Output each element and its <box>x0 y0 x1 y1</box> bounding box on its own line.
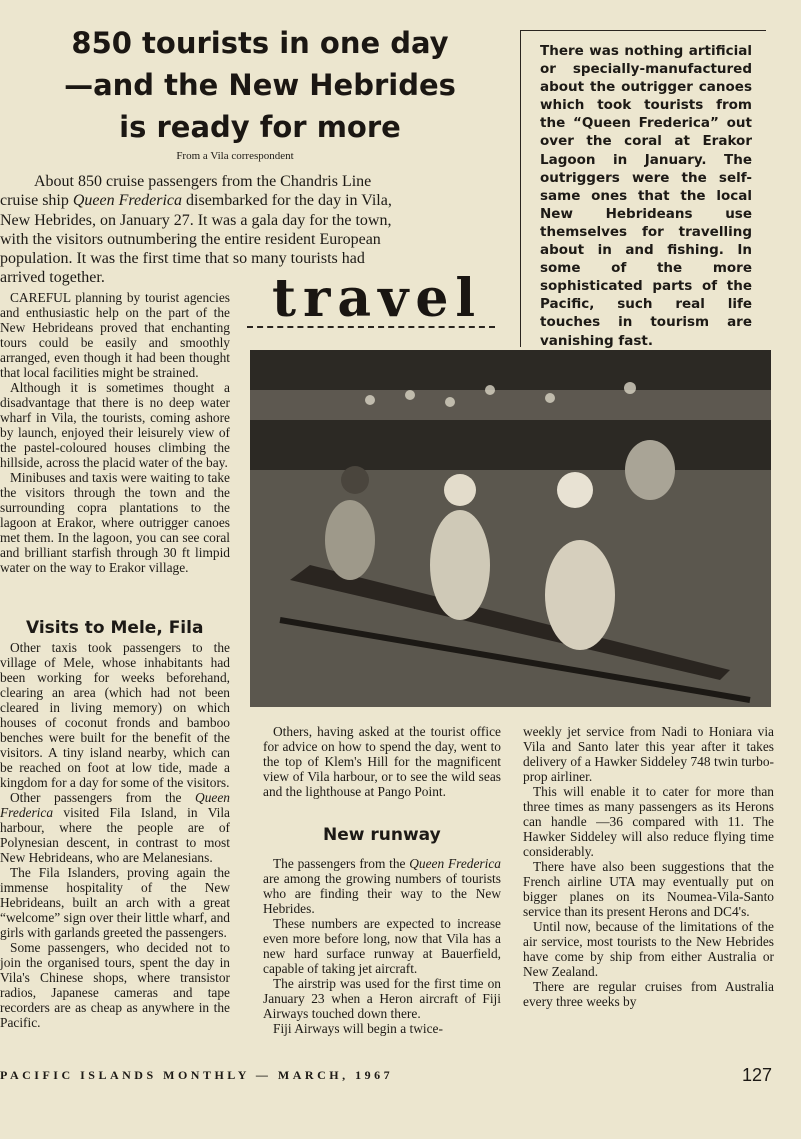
paragraph: There are regular cruises from Australia every three weeks by <box>523 979 774 1009</box>
paragraph: Although it is sometimes thought a disadvantage that there is no deep water wharf in Vila, the tourists, coming ashore by launch, enjoyed their leisurely view of the pastel-coloured houses climbing the hillside, across the placid water of the bay. <box>0 380 230 470</box>
paragraph: Fiji Airways will begin a twice- <box>273 1021 443 1036</box>
section-divider <box>247 326 495 328</box>
paragraph: There have also been suggestions that the French airline UTA may eventually put on bigger planes on its Noumea-Vila-Santo service than its present Herons and DC4's. <box>523 859 774 919</box>
column-2-top <box>263 724 501 799</box>
text: visited Fila Island, in Vila harbour, where the people are of Polynesian descent, in contrast to most New Hebrideans, who are Melanesians. <box>0 805 230 865</box>
section-label: travel <box>272 268 483 329</box>
paragraph: The Fila Islanders, proving again the immense hospitality of the New Hebrideans, built an arch with a great “welcome” sign over their little wharf, and girls with garlands greeted the passengers. <box>0 865 230 940</box>
byline: From a Vila correspondent <box>176 150 294 162</box>
ship-name: Queen Frederica <box>0 790 230 820</box>
lead-line-3: New Hebrides, on January 27. It was a gala day for the town, <box>0 211 392 229</box>
paragraph: Some passengers, who decided not to join the organised tours, spent the day in Vila's Chinese shops, where transistor radios, Japanese cameras and tape recorders are as cheap as anywhere in the Pacific. <box>0 940 230 1030</box>
subheading-new-runway: New runway <box>323 825 441 845</box>
lead-line-5: population. It was the first time that so many tourists had <box>0 250 365 268</box>
paragraph: weekly jet service from Nadi to Honiara via Vila and Santo later this year after it takes delivery of a Hawker Siddeley 748 twin turbo-prop airliner. <box>523 724 774 784</box>
photo-illustration <box>250 350 771 707</box>
page-number: 127 <box>742 1065 773 1085</box>
paragraph <box>0 790 230 865</box>
text: Other passengers from the <box>10 790 196 805</box>
paragraph: This will enable it to cater for more than three times as many passengers as its Herons can handle —36 compared with 11. The Hawker Siddeley will also reduce flying time considerably. <box>523 784 774 859</box>
lead-line-6: arrived together. <box>0 269 105 287</box>
headline <box>0 22 520 148</box>
subheading-visits: Visits to Mele, Fila <box>26 618 204 638</box>
paragraph: The airstrip was used for the first time on January 23 when a Heron aircraft of Fiji Airways touched down there. <box>263 976 501 1021</box>
column-1-bottom <box>0 640 230 1030</box>
headline-line-3: is ready for more <box>119 110 401 144</box>
lead-line-2 <box>0 191 482 210</box>
lead-line-1: About 850 cruise passengers from the Chandris Line <box>34 173 372 190</box>
paragraph: CAREFUL planning by tourist agencies and enthusiastic help on the part of the New Hebrideans proved that enchanting tours could be easily and smoothly arranged, even though it had been thought that local facilities might be strained. <box>0 290 230 380</box>
column-3 <box>523 724 774 1009</box>
headline-line-2: —and the New Hebrides <box>64 68 456 102</box>
lead-text: cruise ship <box>0 192 73 210</box>
column-2-bottom <box>263 856 501 1036</box>
ship-name: Queen Frederica <box>409 856 502 871</box>
paragraph: Until now, because of the limitations of the air service, most tourists to the New Hebrides have come by ship from either Australia or New Zealand. <box>523 919 774 979</box>
text: are among the growing numbers of tourists who are finding their way to the New Hebrides. <box>263 871 501 916</box>
paragraph: Others, having asked at the tourist office for advice on how to spend the day, went to the top of Klem's Hill for the magnificent view of Vila harbour, or to see the wild seas and the lighthouse at Pango Point. <box>263 724 501 799</box>
sidebar-caption: There was nothing artificial or specially-manufactured about the outrigger canoes which took tourists from the “Queen Frederica” out over the coral at Erakor Lagoon in January. The outriggers were the self-same ones that the local New Hebrideans use themselves for travelling about in and fishing. In some of the more sophisticated parts of the Pacific, such real life touches in tourism are vanishing fast. <box>540 43 752 349</box>
lead-line-4: with the visitors outnumbering the entire resident European <box>0 230 381 248</box>
paragraph: Other taxis took passengers to the village of Mele, whose inhabitants had been working for weeks beforehand, clearing an area (which had not been cleared in living memory) on which houses of coconut fronds and bamboo benches were built for the benefit of the visitors. A tiny island nearby, which can be reached on foot at low tide, made a kingdom for a day for some of the visitors. <box>0 640 230 790</box>
column-1-top <box>0 290 230 575</box>
paragraph: Minibuses and taxis were waiting to take the visitors through the town and the surrounding copra plantations to the lagoon at Erakor, where outrigger canoes met them. In the lagoon, you can see coral and brilliant starfish through 30 ft limpid water on the way to Erakor village. <box>0 470 230 575</box>
lead-text: disembarked for the day in Vila, <box>182 192 392 210</box>
text: The passengers from the <box>273 856 410 871</box>
outrigger-canoe-photo <box>250 350 771 707</box>
headline-line-1: 850 tourists in one day <box>71 26 449 60</box>
paragraph: These numbers are expected to increase even more before long, now that Vila has a new hard surface runway at Bauerfield, capable of taking jet aircraft. <box>263 916 501 976</box>
paragraph <box>263 856 501 916</box>
running-footer: PACIFIC ISLANDS MONTHLY — MARCH, 1967 <box>0 1068 394 1082</box>
ship-name: Queen Frederica <box>72 192 183 210</box>
